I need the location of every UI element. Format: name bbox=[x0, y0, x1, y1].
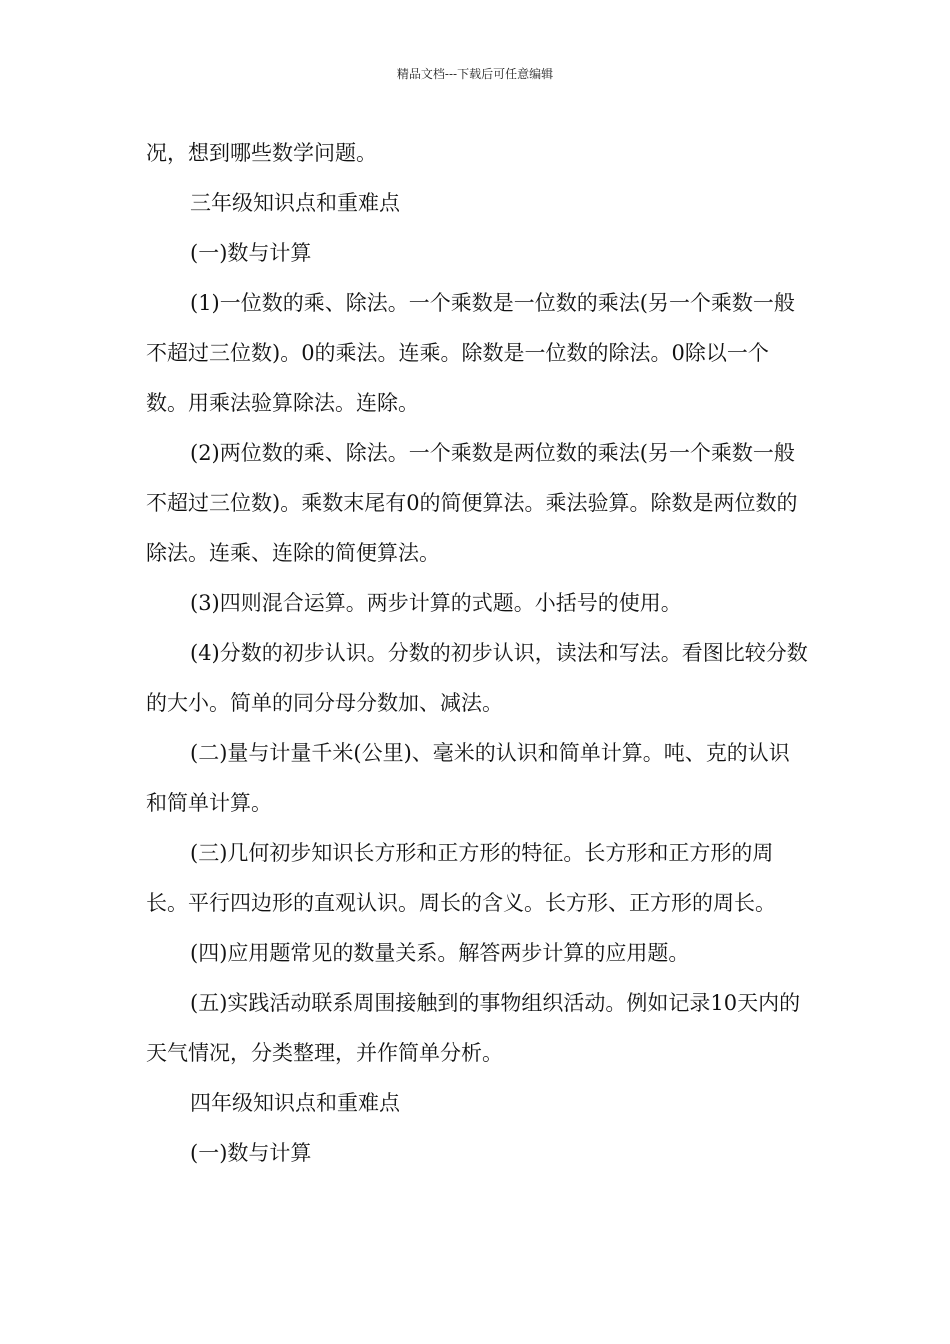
paragraph-item-3: (3)四则混合运算。两步计算的式题。小括号的使用。 bbox=[190, 591, 682, 615]
section-heading-grade3: 三年级知识点和重难点 bbox=[190, 191, 400, 215]
section-heading-grade4: 四年级知识点和重难点 bbox=[190, 1091, 400, 1115]
page-header: 精品文档---下载后可任意编辑 bbox=[396, 67, 554, 81]
paragraph-geometry: (三)几何初步知识长方形和正方形的特征。长方形和正方形的周长。平行四边形的直观认识。周长的含义。长方形、正方形的周长。 bbox=[146, 841, 776, 915]
document-body bbox=[146, 128, 810, 1178]
subsection-heading-number-calculation: (一)数与计算 bbox=[190, 241, 312, 265]
paragraph-continuation: 况，想到哪些数学问题。 bbox=[146, 141, 377, 165]
paragraph-item-1: (1)一位数的乘、除法。一个乘数是一位数的乘法(另一个乘数一般不超过三位数)。0的乘法。连乘。除数是一位数的除法。0除以一个数。用乘法验算除法。连除。 bbox=[146, 291, 795, 415]
paragraph-practice-activities: (五)实践活动联系周围接触到的事物组织活动。例如记录10天内的天气情况，分类整理，并作简单分析。 bbox=[146, 991, 801, 1065]
paragraph-measurement: (二)量与计量千米(公里)、毫米的认识和简单计算。吨、克的认识和简单计算。 bbox=[146, 741, 790, 815]
paragraph-item-2: (2)两位数的乘、除法。一个乘数是两位数的乘法(另一个乘数一般不超过三位数)。乘数末尾有0的简便算法。乘法验算。除数是两位数的除法。连乘、连除的简便算法。 bbox=[146, 441, 798, 565]
paragraph-item-4: (4)分数的初步认识。分数的初步认识，读法和写法。看图比较分数的大小。简单的同分母分数加、减法。 bbox=[146, 641, 808, 715]
paragraph-word-problems: (四)应用题常见的数量关系。解答两步计算的应用题。 bbox=[190, 941, 690, 965]
subsection-heading-number-calculation-grade4: (一)数与计算 bbox=[190, 1141, 312, 1165]
